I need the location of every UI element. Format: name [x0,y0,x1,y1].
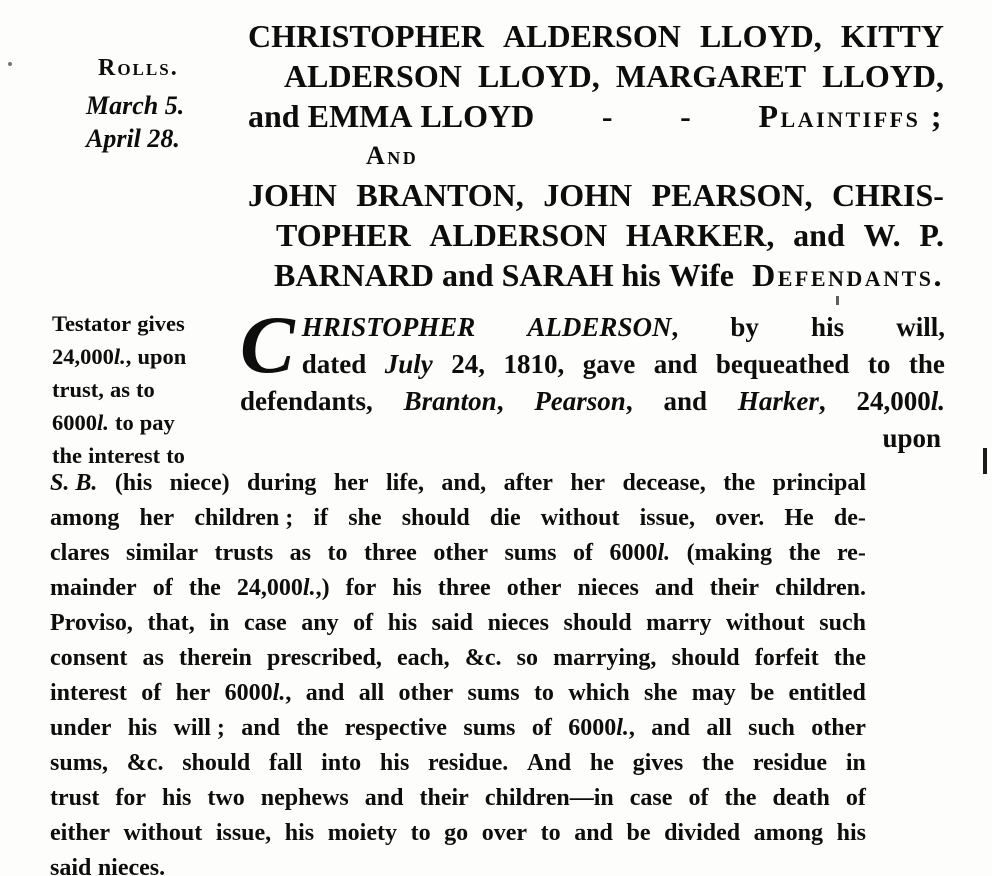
opening-line: dated July 24, 1810, gave and bequeathed to the [301,349,945,379]
headnote-paragraph-line: consent as therein prescribed, each, &c. so marrying, should forfeit the [50,645,866,671]
headnote-paragraph [50,466,866,876]
case-title-line: JOHN BRANTON, JOHN PEARSON, CHRIS- [248,177,944,213]
headnote-paragraph-line: interest of her 6000l., and all other sums to which she may be entitled [50,680,866,706]
headnote-paragraph-line: either without issue, his moiety to go over to and be divided among his [50,820,866,846]
margin-headnote-line: the interest to [52,443,185,468]
headnote-paragraph-line: mainder of the 24,000l.,) for his three other nieces and their children. [50,575,866,601]
opening-line: upon [882,423,941,453]
scan-artifact [8,62,12,66]
opening-line: defendants, Branton, Pearson, and Harker, 24,000l. [240,386,945,416]
case-title-line: ALDERSON LLOYD, MARGARET LLOYD, [284,58,944,94]
margin-headnote-line: 24,000l., upon [52,344,187,369]
headnote-paragraph-line: Proviso, that, in case any of his said nieces should marry without such [50,610,866,636]
dropcap-letter: C [240,299,295,390]
scan-artifact [836,296,839,305]
hearing-date-2: April 28. [86,124,180,153]
headnote-paragraph-line: among her children ; if she should die without issue, over. He de- [50,505,866,531]
headnote-paragraph-line: trust for his two nephews and their children—in case of the death of [50,785,866,811]
case-title-line: TOPHER ALDERSON HARKER, and W. P. [276,217,944,253]
headnote-paragraph-line: sums, &c. should fall into his residue. And he gives the residue in [50,750,866,776]
margin-court-note [86,52,184,155]
headnote-paragraph-line: under his will ; and the respective sums of 6000l., and all such other [50,715,866,741]
opening-paragraph [240,299,945,457]
margin-headnote-line: 6000l. to pay [52,410,175,435]
court-label: Rolls. [98,55,179,81]
case-title-line: And [366,141,419,170]
headnote-paragraph-line: said nieces. [50,855,166,876]
margin-headnote-line: Testator gives [52,311,185,336]
margin-headnote-line: trust, as to [52,377,155,402]
case-title-line: BARNARD and SARAH his Wife Defendants. [274,257,944,293]
scan-artifact [983,448,987,474]
case-title [248,16,944,295]
headnote-paragraph-line: S. B. (his niece) during her life, and, after her decease, the principal [50,470,866,496]
hearing-date-1: March 5. [86,91,185,120]
opening-line: HRISTOPHER ALDERSON, by his will, [301,312,945,342]
margin-headnote [52,307,270,472]
opening-lines [240,299,945,457]
headnote-paragraph-line: clares similar trusts as to three other sums of 6000l. (making the re- [50,540,866,566]
case-title-line: and EMMA LLOYD - - Plaintiffs ; [248,98,944,134]
case-title-line: CHRISTOPHER ALDERSON LLOYD, KITTY [248,18,944,54]
